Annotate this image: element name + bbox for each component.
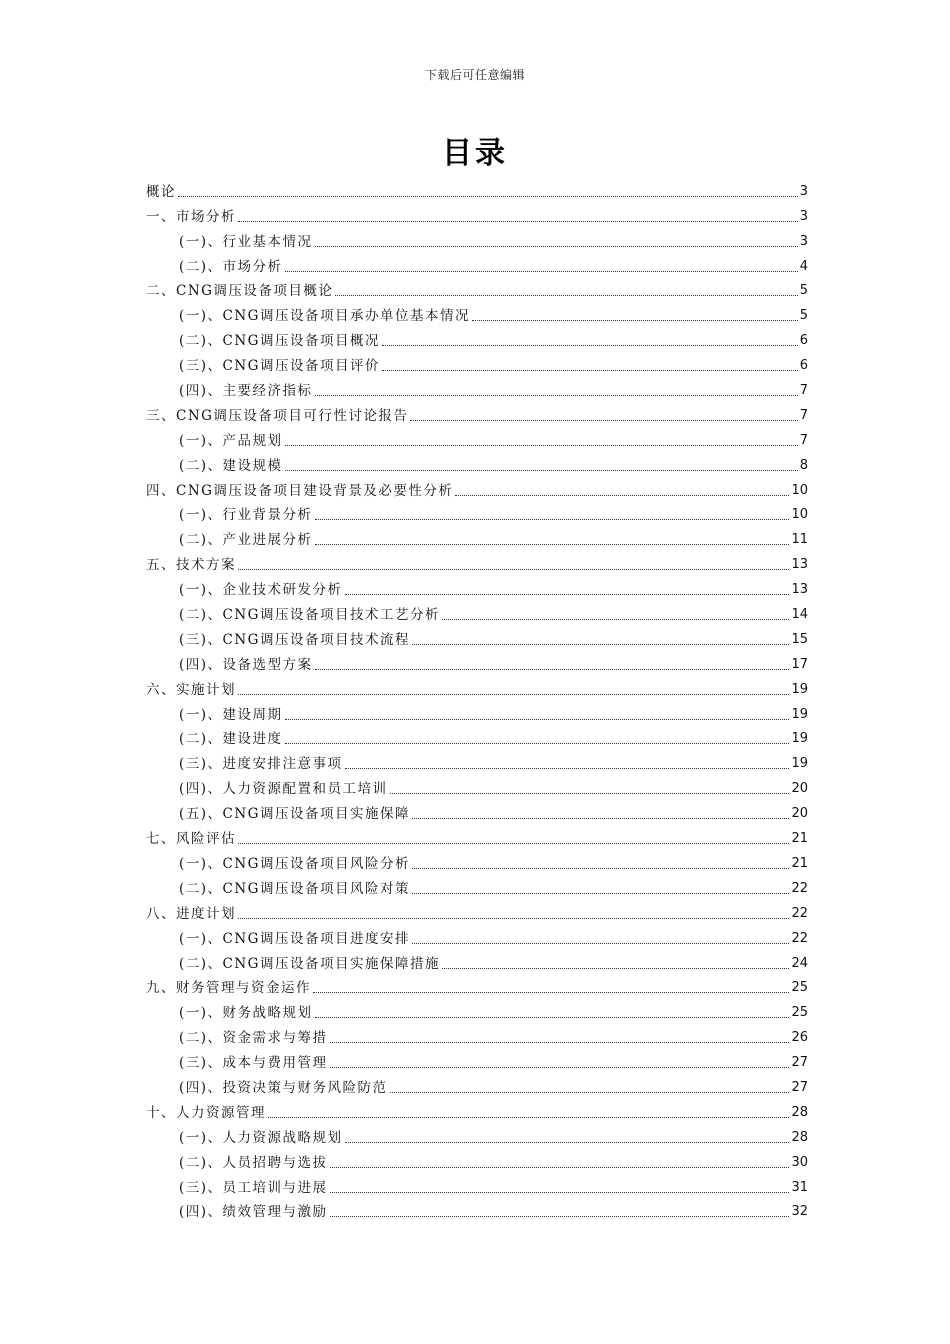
- toc-entry-title[interactable]: (五)、CNG调压设备项目实施保障: [179, 806, 410, 823]
- toc-entry[interactable]: [146, 996, 808, 1021]
- toc-page-number[interactable]: 8: [799, 457, 808, 473]
- toc-page-number[interactable]: 19: [791, 681, 808, 697]
- toc-page-number[interactable]: 27: [791, 1055, 808, 1071]
- toc-entry[interactable]: [146, 747, 808, 772]
- toc-dot-leader: [330, 1167, 790, 1168]
- toc-page-number[interactable]: 28: [791, 1129, 808, 1145]
- toc-entry[interactable]: [146, 1046, 808, 1071]
- toc-entry-title[interactable]: (一)、财务战略规划: [179, 1005, 313, 1022]
- toc-dot-leader: [238, 843, 789, 844]
- toc-entry-title[interactable]: (一)、行业基本情况: [179, 233, 313, 250]
- toc-dot-leader: [345, 594, 790, 595]
- toc-page-number[interactable]: 25: [791, 1005, 808, 1021]
- toc-dot-leader: [330, 1042, 790, 1043]
- toc-page-number[interactable]: 26: [791, 1030, 808, 1046]
- toc-dot-leader: [382, 345, 798, 346]
- toc-page-number[interactable]: 5: [799, 283, 808, 299]
- toc-entry-title[interactable]: 五、技术方案: [146, 557, 236, 574]
- toc-entry[interactable]: [146, 1121, 808, 1146]
- toc-entry-title[interactable]: (三)、CNG调压设备项目技术流程: [179, 631, 410, 648]
- toc-dot-leader: [315, 246, 798, 247]
- toc-entry-title[interactable]: 十、人力资源管理: [146, 1104, 266, 1121]
- toc-entry[interactable]: [146, 275, 808, 300]
- toc-entry-title[interactable]: (一)、CNG调压设备项目承办单位基本情况: [179, 308, 470, 325]
- toc-entry[interactable]: [146, 972, 808, 997]
- toc-dot-leader: [315, 1017, 790, 1018]
- toc-entry[interactable]: [146, 1196, 808, 1221]
- toc-entry[interactable]: [146, 922, 808, 947]
- toc-entry[interactable]: [146, 698, 808, 723]
- toc-page-number[interactable]: 31: [791, 1179, 808, 1195]
- toc-entry[interactable]: [146, 449, 808, 474]
- toc-dot-leader: [412, 644, 789, 645]
- toc-dot-leader: [390, 1092, 790, 1093]
- toc-dot-leader: [412, 943, 789, 944]
- toc-page-number[interactable]: 17: [791, 656, 808, 672]
- toc-dot-leader: [345, 768, 790, 769]
- toc-entry-title[interactable]: (一)、行业背景分析: [179, 507, 313, 524]
- toc-dot-leader: [285, 743, 790, 744]
- toc-dot-leader: [285, 445, 798, 446]
- toc-entry[interactable]: [146, 523, 808, 548]
- toc-page-number[interactable]: 25: [791, 980, 808, 996]
- toc-page-number[interactable]: 22: [791, 905, 808, 921]
- toc-dot-leader: [313, 992, 789, 993]
- toc-entry-title[interactable]: (二)、CNG调压设备项目技术工艺分析: [179, 607, 440, 624]
- toc-entry-title[interactable]: 二、CNG调压设备项目概论: [146, 283, 334, 300]
- toc-page-number[interactable]: 3: [799, 183, 808, 199]
- toc-entry-title[interactable]: (一)、产品规划: [179, 432, 283, 449]
- toc-entry-title[interactable]: (二)、市场分析: [179, 258, 283, 275]
- toc-page-number[interactable]: 10: [791, 507, 808, 523]
- toc-entry-title[interactable]: (一)、人力资源战略规划: [179, 1129, 343, 1146]
- toc-page-number[interactable]: 13: [791, 582, 808, 598]
- toc-entry-title[interactable]: 三、CNG调压设备项目可行性讨论报告: [146, 407, 409, 424]
- toc-entry[interactable]: [146, 648, 808, 673]
- toc-entry-title[interactable]: (四)、投资决策与财务风险防范: [179, 1079, 388, 1096]
- toc-dot-leader: [238, 694, 789, 695]
- toc-entry-title[interactable]: 九、财务管理与资金运作: [146, 980, 311, 997]
- toc-dot-leader: [442, 619, 789, 620]
- toc-entry[interactable]: [146, 1146, 808, 1171]
- toc-entry-title[interactable]: (二)、建设进度: [179, 731, 283, 748]
- toc-entry[interactable]: [146, 723, 808, 748]
- toc-entry-title[interactable]: (二)、CNG调压设备项目概况: [179, 333, 380, 350]
- toc-dot-leader: [285, 271, 798, 272]
- toc-dot-leader: [412, 868, 789, 869]
- toc-page-number[interactable]: 22: [791, 930, 808, 946]
- toc-dot-leader: [268, 1117, 789, 1118]
- toc-entry-title[interactable]: 六、实施计划: [146, 681, 236, 698]
- toc-entry[interactable]: [146, 822, 808, 847]
- toc-entry[interactable]: [146, 623, 808, 648]
- toc-page-number[interactable]: 7: [799, 432, 808, 448]
- toc-entry-title[interactable]: (二)、资金需求与筹措: [179, 1030, 328, 1047]
- toc-entry-title[interactable]: (四)、主要经济指标: [179, 383, 313, 400]
- toc-page-number[interactable]: 7: [799, 407, 808, 423]
- toc-entry-title[interactable]: (一)、CNG调压设备项目进度安排: [179, 930, 410, 947]
- toc-entry-title[interactable]: (三)、成本与费用管理: [179, 1055, 328, 1072]
- toc-entry[interactable]: [146, 499, 808, 524]
- toc-entry[interactable]: [146, 548, 808, 573]
- toc-dot-leader: [285, 719, 790, 720]
- toc-page-number[interactable]: 32: [791, 1204, 808, 1220]
- toc-entry[interactable]: [146, 225, 808, 250]
- toc-dot-leader: [330, 1216, 790, 1217]
- toc-page-number[interactable]: 6: [799, 333, 808, 349]
- toc-page-number[interactable]: 24: [791, 955, 808, 971]
- toc-dot-leader: [472, 320, 798, 321]
- toc-dot-leader: [238, 221, 798, 222]
- toc-page-number[interactable]: 5: [799, 308, 808, 324]
- toc-entry-title[interactable]: (二)、人员招聘与选拔: [179, 1154, 328, 1171]
- toc-dot-leader: [412, 818, 789, 819]
- toc-entry[interactable]: [146, 424, 808, 449]
- toc-dot-leader: [178, 196, 798, 197]
- toc-dot-leader: [410, 420, 797, 421]
- toc-page-number[interactable]: 22: [791, 880, 808, 896]
- toc-dot-leader: [315, 519, 790, 520]
- toc-entry[interactable]: [146, 947, 808, 972]
- toc-dot-leader: [330, 1067, 790, 1068]
- toc-dot-leader: [238, 918, 789, 919]
- toc-entry[interactable]: [146, 872, 808, 897]
- toc-page-number[interactable]: 3: [799, 233, 808, 249]
- toc-page-number[interactable]: 6: [799, 358, 808, 374]
- toc-entry[interactable]: [146, 1071, 808, 1096]
- toc-dot-leader: [315, 395, 798, 396]
- toc-page-number[interactable]: 15: [791, 631, 808, 647]
- toc-entry[interactable]: [146, 349, 808, 374]
- toc-entry-title[interactable]: (四)、绩效管理与激励: [179, 1204, 328, 1221]
- toc-entry-title[interactable]: 八、进度计划: [146, 905, 236, 922]
- toc-page-number[interactable]: 10: [791, 482, 808, 498]
- toc-entry-title[interactable]: (三)、CNG调压设备项目评价: [179, 358, 380, 375]
- toc-dot-leader: [315, 669, 790, 670]
- toc-entry[interactable]: [146, 1171, 808, 1196]
- toc-title: 目录: [442, 136, 508, 171]
- toc-entry-title[interactable]: (三)、员工培训与进展: [179, 1179, 328, 1196]
- toc-entry[interactable]: [146, 399, 808, 424]
- toc-page-number[interactable]: 11: [791, 532, 808, 548]
- toc-dot-leader: [335, 295, 797, 296]
- toc-entry-title[interactable]: (一)、建设周期: [179, 706, 283, 723]
- toc-page-number[interactable]: 21: [791, 855, 808, 871]
- toc-page-number[interactable]: 30: [791, 1154, 808, 1170]
- toc-entry-title[interactable]: (二)、CNG调压设备项目实施保障措施: [179, 955, 440, 972]
- toc-dot-leader: [390, 793, 790, 794]
- toc-entry-title[interactable]: (二)、CNG调压设备项目风险对策: [179, 880, 410, 897]
- toc-entry[interactable]: [146, 772, 808, 797]
- toc-entry[interactable]: [146, 474, 808, 499]
- toc-entry[interactable]: [146, 673, 808, 698]
- toc-entry[interactable]: [146, 250, 808, 275]
- toc-entry[interactable]: [146, 847, 808, 872]
- toc-entry[interactable]: [146, 374, 808, 399]
- toc-entry[interactable]: [146, 175, 808, 200]
- toc-entry-title[interactable]: 一、市场分析: [146, 208, 236, 225]
- header-note: 下载后可任意编辑: [424, 68, 525, 82]
- toc-page-number[interactable]: 7: [799, 383, 808, 399]
- toc-entry-title[interactable]: 七、风险评估: [146, 831, 236, 848]
- toc-entry-title[interactable]: (三)、进度安排注意事项: [179, 756, 343, 773]
- toc-dot-leader: [285, 470, 798, 471]
- toc-dot-leader: [238, 569, 789, 570]
- toc-page-number[interactable]: 28: [791, 1104, 808, 1120]
- toc-page-number[interactable]: 19: [791, 706, 808, 722]
- toc-dot-leader: [345, 1142, 790, 1143]
- toc-entry-title[interactable]: (一)、CNG调压设备项目风险分析: [179, 855, 410, 872]
- toc-entry[interactable]: [146, 573, 808, 598]
- toc-entry[interactable]: [146, 1021, 808, 1046]
- toc-page-number[interactable]: 20: [791, 781, 808, 797]
- toc-entry[interactable]: [146, 324, 808, 349]
- toc-dot-leader: [455, 495, 789, 496]
- toc-dot-leader: [382, 370, 798, 371]
- toc-entry-title[interactable]: (一)、企业技术研发分析: [179, 582, 343, 599]
- toc-page-number[interactable]: 19: [791, 756, 808, 772]
- toc-dot-leader: [442, 968, 789, 969]
- toc-entry[interactable]: [146, 797, 808, 822]
- toc-page-number[interactable]: 27: [791, 1079, 808, 1095]
- toc-entry-title[interactable]: 四、CNG调压设备项目建设背景及必要性分析: [146, 482, 454, 499]
- toc-page-number[interactable]: 14: [791, 607, 808, 623]
- toc-page-number[interactable]: 19: [791, 731, 808, 747]
- toc-page-number[interactable]: 3: [799, 208, 808, 224]
- toc-entry[interactable]: [146, 299, 808, 324]
- toc-entry[interactable]: [146, 598, 808, 623]
- toc-page-number[interactable]: 20: [791, 806, 808, 822]
- toc-dot-leader: [315, 544, 790, 545]
- toc-entry-title[interactable]: 概论: [146, 183, 176, 200]
- table-of-contents: [146, 175, 808, 1220]
- toc-page-number[interactable]: 4: [799, 258, 808, 274]
- toc-entry-title[interactable]: (二)、建设规模: [179, 457, 283, 474]
- toc-entry[interactable]: [146, 1096, 808, 1121]
- toc-page-number[interactable]: 13: [791, 557, 808, 573]
- toc-dot-leader: [330, 1192, 790, 1193]
- toc-entry[interactable]: [146, 200, 808, 225]
- toc-entry[interactable]: [146, 897, 808, 922]
- toc-page-number[interactable]: 21: [791, 831, 808, 847]
- toc-entry-title[interactable]: (四)、人力资源配置和员工培训: [179, 781, 388, 798]
- toc-dot-leader: [412, 893, 789, 894]
- toc-entry-title[interactable]: (二)、产业进展分析: [179, 532, 313, 549]
- toc-entry-title[interactable]: (四)、设备选型方案: [179, 656, 313, 673]
